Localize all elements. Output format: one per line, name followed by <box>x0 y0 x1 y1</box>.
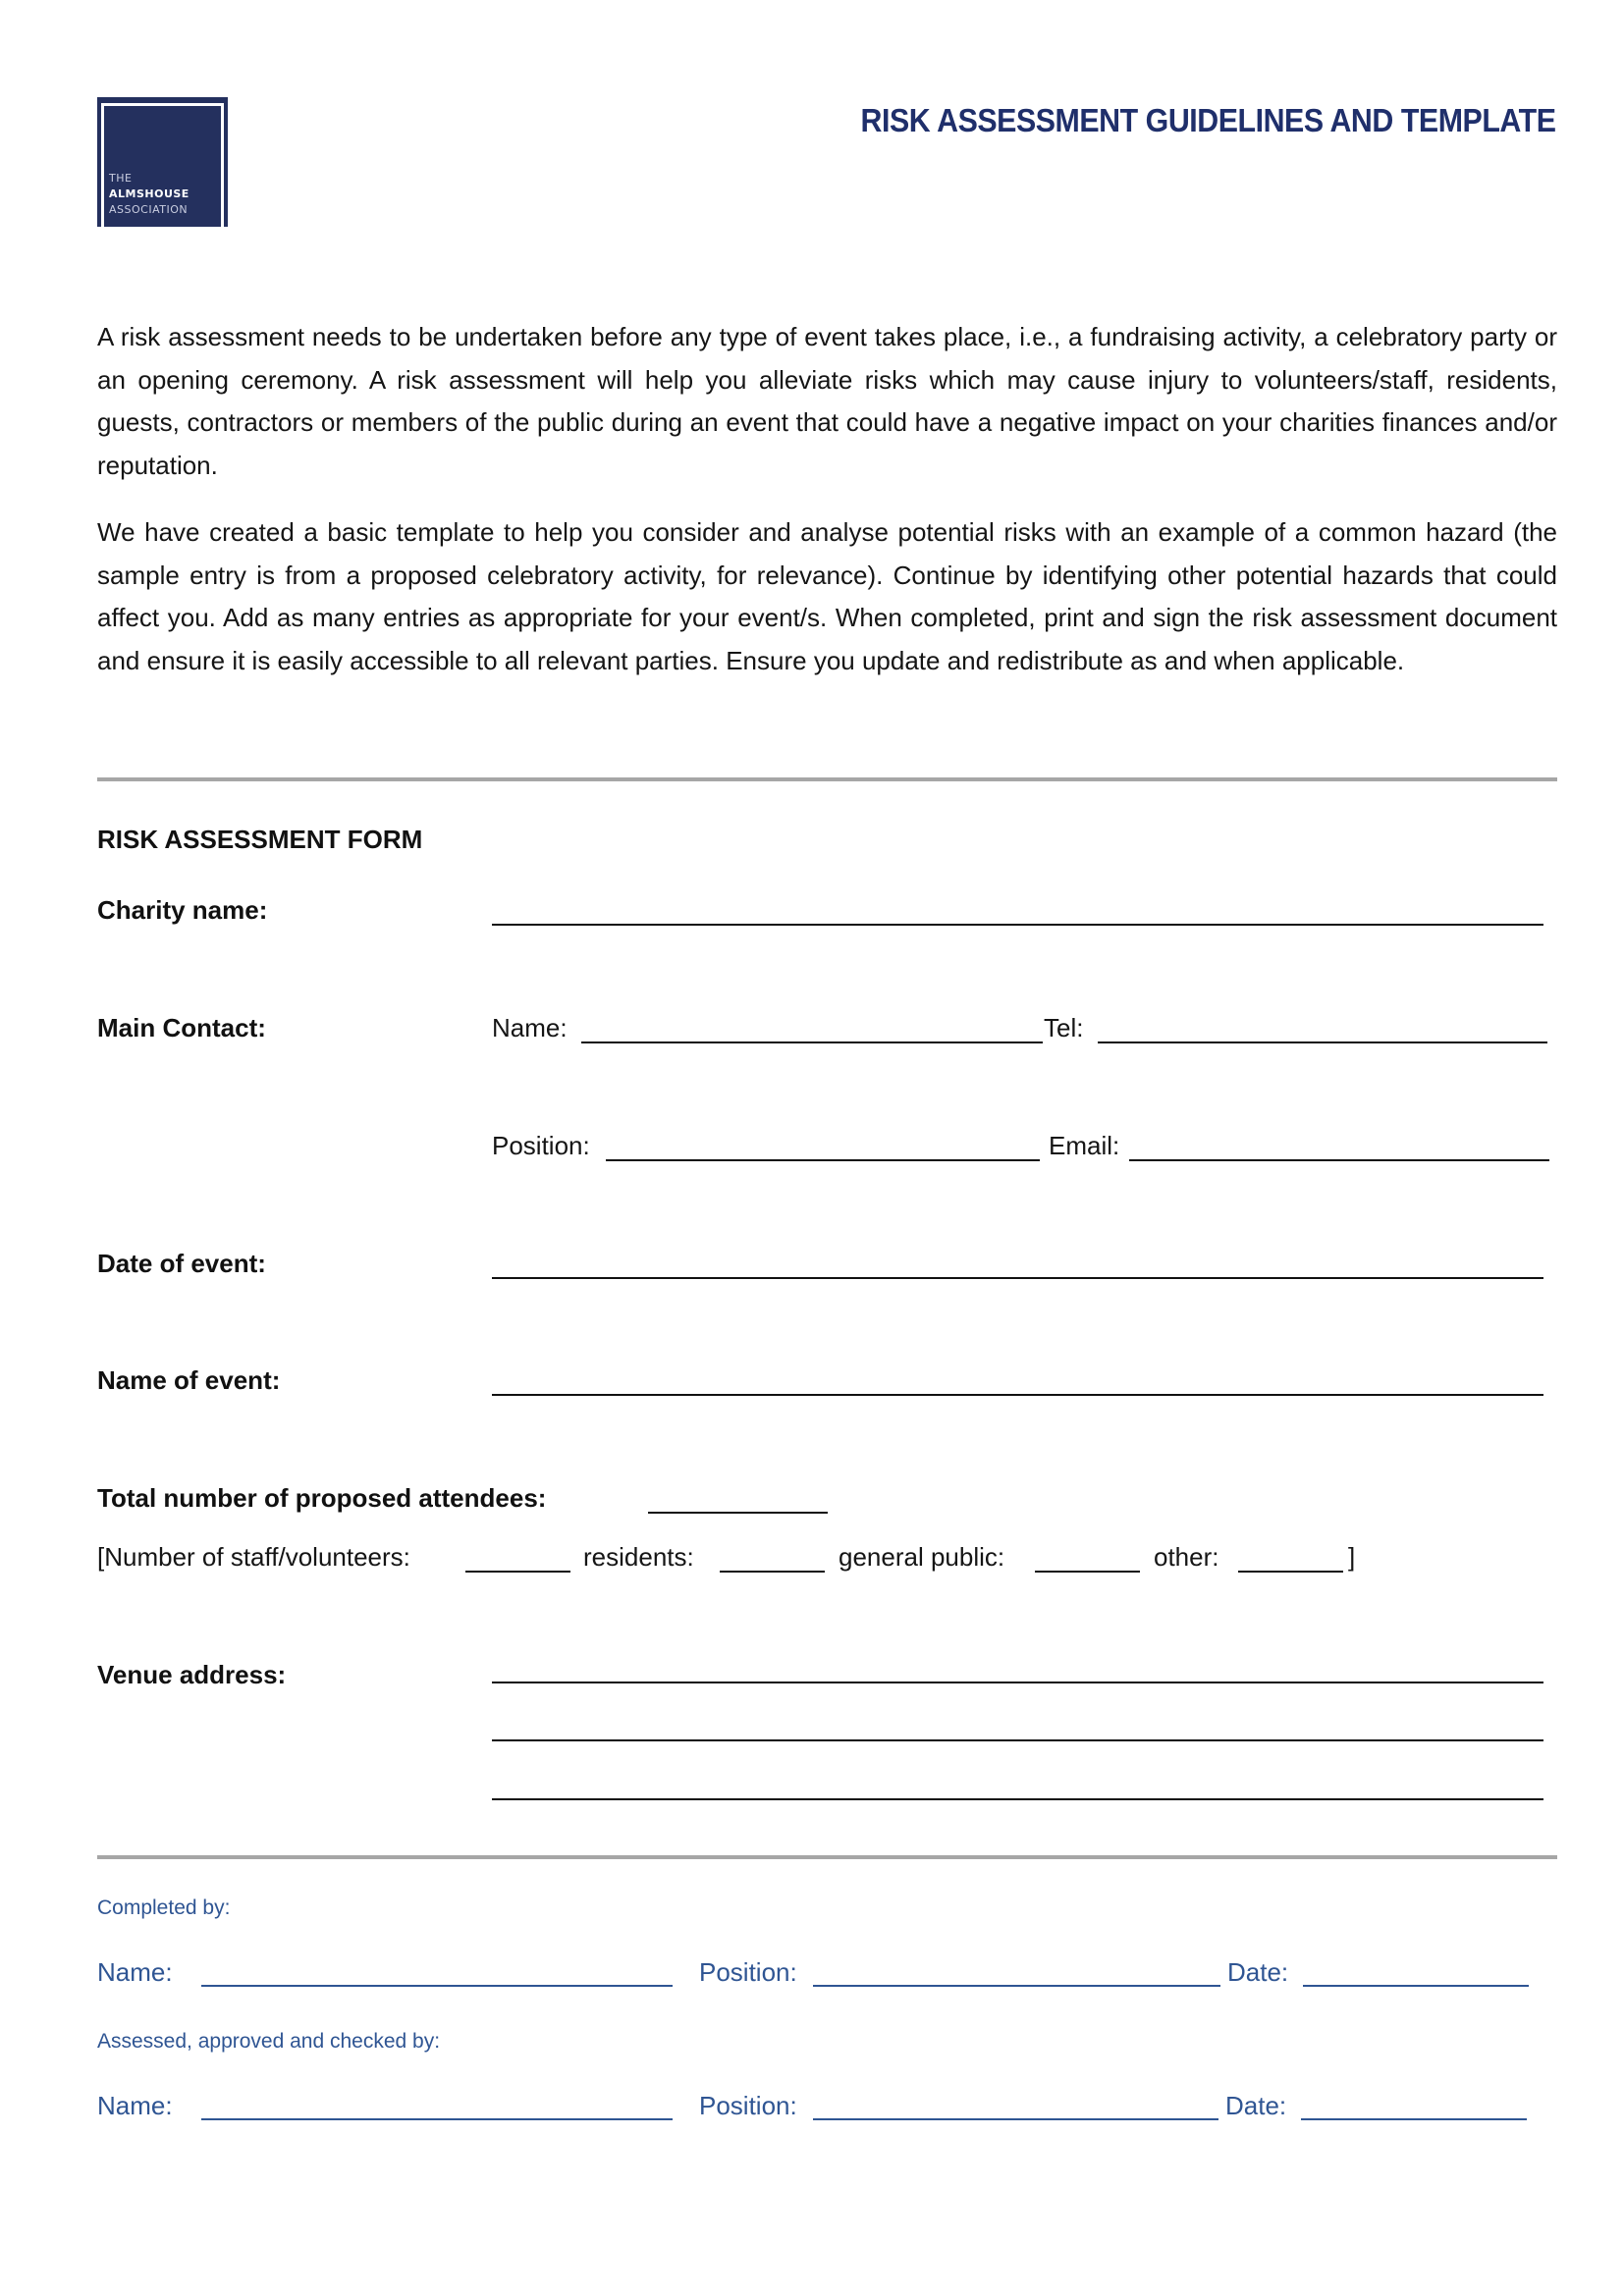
signoff-divider <box>97 1855 1557 1859</box>
approved-date-label: Date: <box>1225 2091 1287 2120</box>
staff-volunteers-field[interactable] <box>465 1571 570 1573</box>
completed-position-label: Position: <box>699 1957 797 1987</box>
total-attendees-field[interactable] <box>648 1512 828 1514</box>
email-field[interactable] <box>1129 1159 1549 1161</box>
contact-name-label: Name: <box>492 1013 568 1042</box>
approved-by-heading: Assessed, approved and checked by: <box>97 2030 441 2053</box>
charity-name-label: Charity name: <box>97 895 268 925</box>
venue-address-line-3[interactable] <box>492 1798 1543 1800</box>
tel-field[interactable] <box>1098 1041 1547 1043</box>
general-public-label: general public: <box>839 1542 1005 1572</box>
main-contact-label: Main Contact: <box>97 1013 266 1042</box>
approved-date-field[interactable] <box>1301 2118 1527 2120</box>
completed-date-label: Date: <box>1227 1957 1289 1987</box>
position-label: Position: <box>492 1131 590 1160</box>
breakdown-close-bracket: ] <box>1348 1542 1356 1572</box>
completed-date-field[interactable] <box>1303 1985 1529 1987</box>
intro-paragraph-2: We have created a basic template to help you consider and analyse potential risks with an example of a common hazard (the sample entry is from a proposed celebratory activity, for relevance). Continue by identifying other potential hazards that could affect you. Add as many entries as appropriate for your event/s. When completed, print and sign the risk assessment document and ensure it is easily accessible to all relevant parties. Ensure you update and redistribute as and when applicable. <box>97 517 1557 675</box>
position-field[interactable] <box>606 1159 1040 1161</box>
intro-paragraph-1: A risk assessment needs to be undertaken before any type of event takes place, i.e., a fundraising activity, a celebratory party or an opening ceremony. A risk assessment will help you alleviate risks which may cause injury to volunteers/staff, residents, guests, contractors or members of the public during an event that could have a negative impact on your charities finances and/or reputation. <box>97 322 1557 480</box>
completed-by-heading: Completed by: <box>97 1896 231 1919</box>
email-label: Email: <box>1049 1131 1120 1160</box>
date-of-event-label: Date of event: <box>97 1249 266 1278</box>
form-heading: RISK ASSESSMENT FORM <box>97 825 423 854</box>
logo-text-association: ASSOCIATION <box>109 203 189 216</box>
venue-address-line-1[interactable] <box>492 1682 1543 1683</box>
completed-name-label: Name: <box>97 1957 173 1987</box>
document-title: RISK ASSESSMENT GUIDELINES AND TEMPLATE <box>861 102 1556 138</box>
approved-name-label: Name: <box>97 2091 173 2120</box>
residents-field[interactable] <box>720 1571 825 1573</box>
venue-address-label: Venue address: <box>97 1660 287 1689</box>
logo-text-almshouse: ALMSHOUSE <box>109 187 189 200</box>
total-attendees-label: Total number of proposed attendees: <box>97 1483 547 1513</box>
section-divider <box>97 777 1557 781</box>
name-of-event-label: Name of event: <box>97 1365 281 1395</box>
venue-address-line-2[interactable] <box>492 1739 1543 1741</box>
approved-name-field[interactable] <box>201 2118 673 2120</box>
approved-position-label: Position: <box>699 2091 797 2120</box>
staff-volunteers-label: [Number of staff/volunteers: <box>97 1542 410 1572</box>
contact-name-field[interactable] <box>581 1041 1043 1043</box>
logo-text-the: THE <box>109 172 133 185</box>
tel-label: Tel: <box>1044 1013 1084 1042</box>
other-field[interactable] <box>1238 1571 1343 1573</box>
almshouse-association-logo <box>97 97 228 227</box>
approved-position-field[interactable] <box>813 2118 1218 2120</box>
date-of-event-field[interactable] <box>492 1277 1543 1279</box>
residents-label: residents: <box>583 1542 694 1572</box>
other-label: other: <box>1154 1542 1219 1572</box>
name-of-event-field[interactable] <box>492 1394 1543 1396</box>
completed-name-field[interactable] <box>201 1985 673 1987</box>
general-public-field[interactable] <box>1035 1571 1140 1573</box>
charity-name-field[interactable] <box>492 924 1543 926</box>
completed-position-field[interactable] <box>813 1985 1220 1987</box>
